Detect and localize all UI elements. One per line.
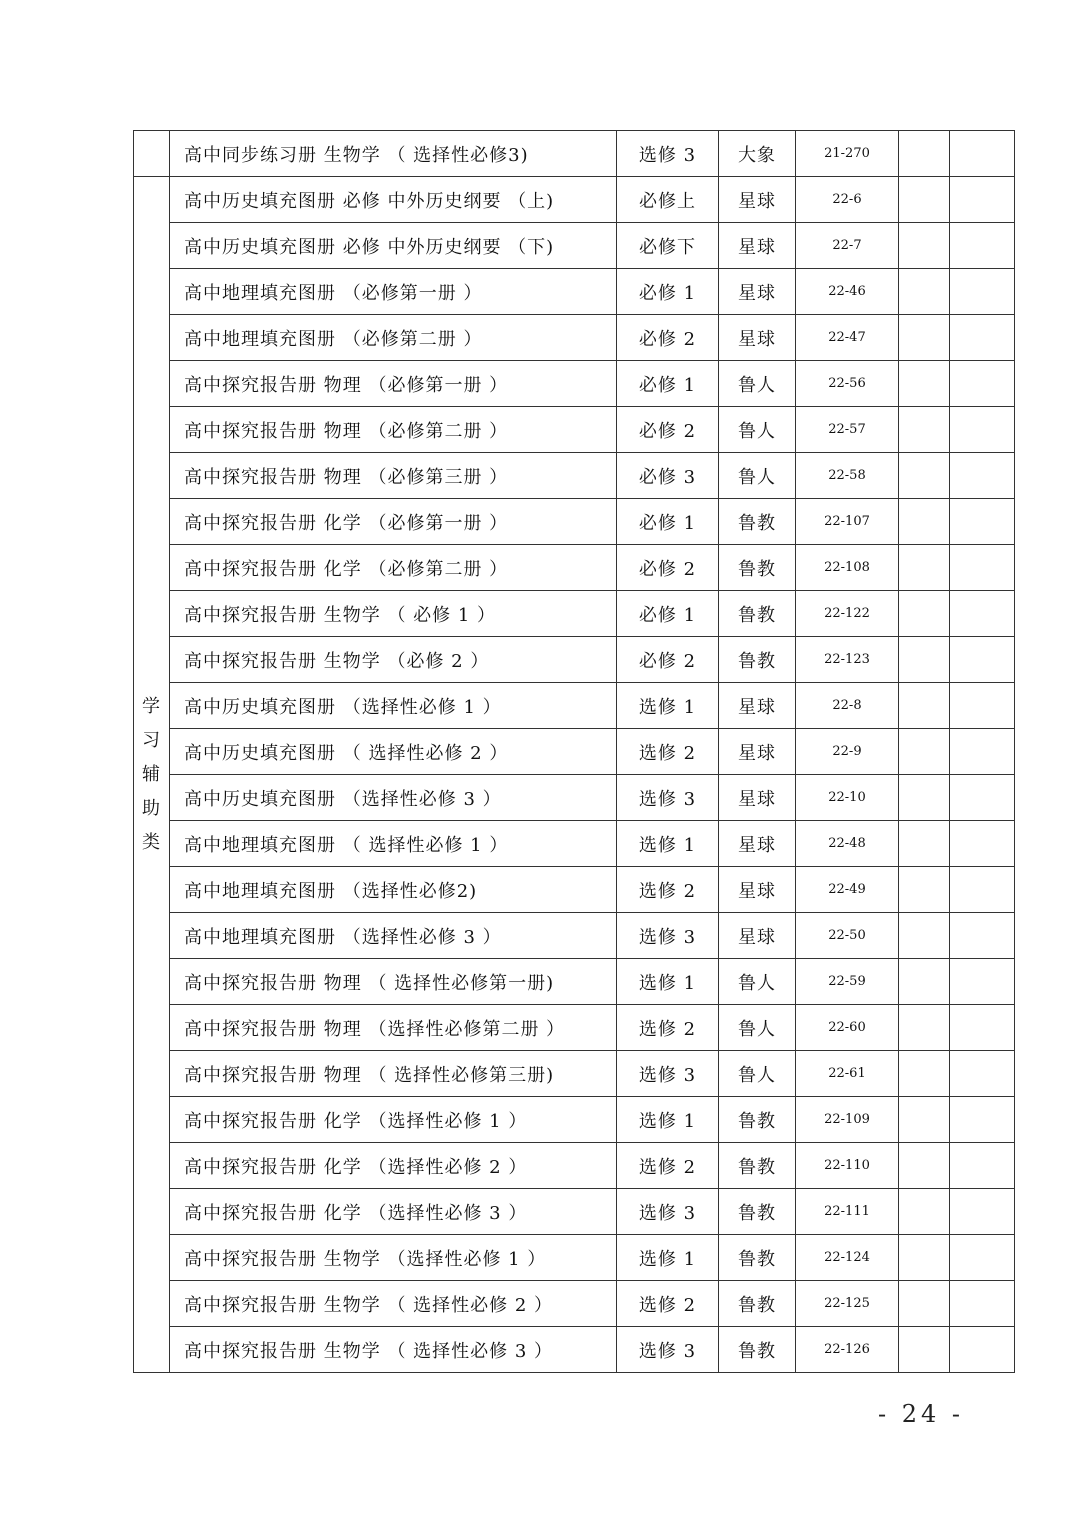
- empty-cell: [899, 775, 950, 821]
- table-row: [134, 1143, 1015, 1189]
- catalog-code: 22-110: [796, 1143, 899, 1189]
- catalog-code: 22-61: [796, 1051, 899, 1097]
- catalog-code: 22-6: [796, 177, 899, 223]
- catalog-code: 22-59: [796, 959, 899, 1005]
- empty-cell: [950, 867, 1015, 913]
- catalog-code: 22-124: [796, 1235, 899, 1281]
- table-row: [134, 1097, 1015, 1143]
- empty-cell: [950, 913, 1015, 959]
- publisher: 鲁人: [719, 1005, 796, 1051]
- table-row: [134, 223, 1015, 269]
- empty-cell: [899, 1005, 950, 1051]
- publisher: 星球: [719, 913, 796, 959]
- book-title: 高中历史填充图册 （选择性必修 1 ）: [170, 683, 617, 729]
- empty-cell: [950, 1281, 1015, 1327]
- volume: 必修 2: [617, 315, 719, 361]
- volume: 选修 3: [617, 775, 719, 821]
- publisher: 星球: [719, 683, 796, 729]
- empty-cell: [950, 591, 1015, 637]
- book-title: 高中探究报告册 物理 （选择性必修第二册 ）: [170, 1005, 617, 1051]
- book-title: 高中地理填充图册 （ 选择性必修 1 ）: [170, 821, 617, 867]
- empty-cell: [899, 867, 950, 913]
- table-row: [134, 683, 1015, 729]
- publisher: 鲁教: [719, 637, 796, 683]
- empty-cell: [899, 637, 950, 683]
- catalog-code: 22-47: [796, 315, 899, 361]
- empty-cell: [950, 453, 1015, 499]
- book-title: 高中同步练习册 生物学 （ 选择性必修3): [170, 131, 617, 177]
- empty-cell: [950, 637, 1015, 683]
- publisher: 星球: [719, 821, 796, 867]
- empty-cell: [899, 269, 950, 315]
- empty-cell: [950, 1051, 1015, 1097]
- table-row: [134, 453, 1015, 499]
- table-row: [134, 315, 1015, 361]
- volume: 选修 2: [617, 1143, 719, 1189]
- volume: 选修 2: [617, 1281, 719, 1327]
- publisher: 鲁人: [719, 1051, 796, 1097]
- volume: 必修 1: [617, 361, 719, 407]
- empty-cell: [950, 1143, 1015, 1189]
- book-title: 高中探究报告册 化学 （选择性必修 3 ）: [170, 1189, 617, 1235]
- empty-cell: [899, 1189, 950, 1235]
- publisher: 鲁人: [719, 361, 796, 407]
- publisher: 鲁教: [719, 1143, 796, 1189]
- empty-cell: [899, 131, 950, 177]
- catalog-code: 22-56: [796, 361, 899, 407]
- catalog-code: 22-50: [796, 913, 899, 959]
- volume: 选修 2: [617, 729, 719, 775]
- catalog-code: 22-48: [796, 821, 899, 867]
- empty-cell: [899, 1281, 950, 1327]
- empty-cell: [950, 821, 1015, 867]
- book-title: 高中探究报告册 生物学 （ 必修 1 ）: [170, 591, 617, 637]
- publisher: 鲁人: [719, 959, 796, 1005]
- volume: 必修 2: [617, 407, 719, 453]
- volume: 必修 2: [617, 637, 719, 683]
- catalog-code: 22-107: [796, 499, 899, 545]
- table-row: [134, 591, 1015, 637]
- book-title: 高中探究报告册 生物学 （ 选择性必修 2 ）: [170, 1281, 617, 1327]
- empty-cell: [950, 269, 1015, 315]
- empty-cell: [950, 775, 1015, 821]
- volume: 选修 3: [617, 131, 719, 177]
- table-row: [134, 545, 1015, 591]
- empty-cell: [899, 223, 950, 269]
- table-row: [134, 1189, 1015, 1235]
- table-row: [134, 775, 1015, 821]
- empty-cell: [899, 407, 950, 453]
- empty-cell: [950, 407, 1015, 453]
- publisher: 星球: [719, 269, 796, 315]
- empty-cell: [950, 315, 1015, 361]
- publisher: 鲁教: [719, 499, 796, 545]
- empty-cell: [899, 959, 950, 1005]
- publisher: 鲁人: [719, 453, 796, 499]
- volume: 选修 1: [617, 959, 719, 1005]
- empty-cell: [899, 729, 950, 775]
- empty-cell: [899, 1051, 950, 1097]
- volume: 必修下: [617, 223, 719, 269]
- empty-cell: [899, 315, 950, 361]
- empty-cell: [899, 821, 950, 867]
- table-row: [134, 407, 1015, 453]
- empty-cell: [950, 499, 1015, 545]
- catalog-code: 22-60: [796, 1005, 899, 1051]
- catalog-code: 22-49: [796, 867, 899, 913]
- empty-cell: [950, 177, 1015, 223]
- book-title: 高中历史填充图册 必修 中外历史纲要 （上): [170, 177, 617, 223]
- catalog-code: 22-10: [796, 775, 899, 821]
- book-title: 高中探究报告册 化学 （必修第二册 ）: [170, 545, 617, 591]
- empty-cell: [950, 1327, 1015, 1373]
- book-title: 高中探究报告册 化学 （选择性必修 1 ）: [170, 1097, 617, 1143]
- empty-cell: [950, 361, 1015, 407]
- table-row: [134, 1235, 1015, 1281]
- empty-cell: [950, 1235, 1015, 1281]
- publisher: 鲁教: [719, 1327, 796, 1373]
- catalog-code: 22-58: [796, 453, 899, 499]
- volume: 选修 2: [617, 867, 719, 913]
- volume: 选修 3: [617, 1189, 719, 1235]
- publisher: 大象: [719, 131, 796, 177]
- book-title: 高中地理填充图册 （选择性必修 3 ）: [170, 913, 617, 959]
- book-title: 高中探究报告册 化学 （必修第一册 ）: [170, 499, 617, 545]
- empty-cell: [899, 361, 950, 407]
- empty-cell: [899, 1327, 950, 1373]
- volume: 必修 1: [617, 591, 719, 637]
- book-title: 高中探究报告册 化学 （选择性必修 2 ）: [170, 1143, 617, 1189]
- volume: 选修 3: [617, 1051, 719, 1097]
- empty-cell: [950, 223, 1015, 269]
- publisher: 鲁教: [719, 1189, 796, 1235]
- volume: 选修 1: [617, 683, 719, 729]
- empty-cell: [950, 131, 1015, 177]
- empty-cell: [899, 1097, 950, 1143]
- volume: 选修 1: [617, 821, 719, 867]
- catalog-code: 22-57: [796, 407, 899, 453]
- book-title: 高中探究报告册 物理 （必修第二册 ）: [170, 407, 617, 453]
- publisher: 鲁教: [719, 1281, 796, 1327]
- catalog-code: 22-109: [796, 1097, 899, 1143]
- book-title: 高中历史填充图册 （选择性必修 3 ）: [170, 775, 617, 821]
- empty-cell: [950, 1005, 1015, 1051]
- catalog-code: 22-108: [796, 545, 899, 591]
- catalog-code: 22-126: [796, 1327, 899, 1373]
- publisher: 鲁教: [719, 545, 796, 591]
- empty-cell: [899, 453, 950, 499]
- volume: 选修 2: [617, 1005, 719, 1051]
- volume: 选修 1: [617, 1097, 719, 1143]
- publisher: 鲁教: [719, 1235, 796, 1281]
- empty-cell: [950, 683, 1015, 729]
- empty-cell: [950, 1097, 1015, 1143]
- volume: 必修上: [617, 177, 719, 223]
- book-title: 高中探究报告册 物理 （必修第一册 ）: [170, 361, 617, 407]
- book-title: 高中地理填充图册 （选择性必修2): [170, 867, 617, 913]
- volume: 选修 3: [617, 1327, 719, 1373]
- publisher: 星球: [719, 867, 796, 913]
- empty-cell: [899, 545, 950, 591]
- table-row: [134, 729, 1015, 775]
- publisher: 星球: [719, 729, 796, 775]
- empty-cell: [950, 545, 1015, 591]
- volume: 必修 1: [617, 499, 719, 545]
- publisher: 星球: [719, 775, 796, 821]
- publisher: 鲁教: [719, 1097, 796, 1143]
- table-row: [134, 499, 1015, 545]
- empty-cell: [950, 1189, 1015, 1235]
- empty-cell: [899, 913, 950, 959]
- empty-cell: [899, 499, 950, 545]
- volume: 必修 1: [617, 269, 719, 315]
- catalog-code: 21-270: [796, 131, 899, 177]
- catalog-code: 22-123: [796, 637, 899, 683]
- publisher: 鲁人: [719, 407, 796, 453]
- category-label: 学习辅助类: [142, 695, 161, 853]
- table-row: [134, 1051, 1015, 1097]
- table-row: [134, 131, 1015, 177]
- book-title: 高中探究报告册 生物学 （选择性必修 1 ）: [170, 1235, 617, 1281]
- table-row: [134, 1327, 1015, 1373]
- table-row: [134, 1005, 1015, 1051]
- table-row: [134, 867, 1015, 913]
- empty-cell: [899, 177, 950, 223]
- publisher: 星球: [719, 315, 796, 361]
- publisher: 鲁教: [719, 591, 796, 637]
- book-title: 高中地理填充图册 （必修第一册 ）: [170, 269, 617, 315]
- table-row: [134, 821, 1015, 867]
- table-row: [134, 269, 1015, 315]
- book-title: 高中探究报告册 物理 （必修第三册 ）: [170, 453, 617, 499]
- catalog-code: 22-9: [796, 729, 899, 775]
- empty-cell: [899, 683, 950, 729]
- book-title: 高中历史填充图册 必修 中外历史纲要 （下): [170, 223, 617, 269]
- table-row: [134, 959, 1015, 1005]
- publisher: 星球: [719, 177, 796, 223]
- book-title: 高中探究报告册 物理 （ 选择性必修第三册): [170, 1051, 617, 1097]
- catalog-code: 22-122: [796, 591, 899, 637]
- textbook-catalog-table: [133, 130, 1015, 1373]
- table-row: [134, 1281, 1015, 1327]
- catalog-code: 22-125: [796, 1281, 899, 1327]
- book-title: 高中历史填充图册 （ 选择性必修 2 ）: [170, 729, 617, 775]
- catalog-code: 22-111: [796, 1189, 899, 1235]
- volume: 选修 3: [617, 913, 719, 959]
- book-title: 高中地理填充图册 （必修第二册 ）: [170, 315, 617, 361]
- volume: 必修 3: [617, 453, 719, 499]
- book-title: 高中探究报告册 生物学 （必修 2 ）: [170, 637, 617, 683]
- book-title: 高中探究报告册 物理 （ 选择性必修第一册): [170, 959, 617, 1005]
- catalog-code: 22-46: [796, 269, 899, 315]
- volume: 必修 2: [617, 545, 719, 591]
- catalog-code: 22-7: [796, 223, 899, 269]
- catalog-code: 22-8: [796, 683, 899, 729]
- page-number: - 24 -: [878, 1400, 965, 1428]
- category-label-cell: [134, 177, 170, 1373]
- empty-cell: [899, 591, 950, 637]
- empty-cell: [950, 959, 1015, 1005]
- volume: 选修 1: [617, 1235, 719, 1281]
- category-cell-empty: [134, 131, 170, 177]
- table-row: [134, 637, 1015, 683]
- publisher: 星球: [719, 223, 796, 269]
- table-row: [134, 361, 1015, 407]
- empty-cell: [899, 1235, 950, 1281]
- table-row: [134, 913, 1015, 959]
- table-row: [134, 177, 1015, 223]
- table-body: [134, 131, 1015, 1373]
- book-title: 高中探究报告册 生物学 （ 选择性必修 3 ）: [170, 1327, 617, 1373]
- empty-cell: [899, 1143, 950, 1189]
- empty-cell: [950, 729, 1015, 775]
